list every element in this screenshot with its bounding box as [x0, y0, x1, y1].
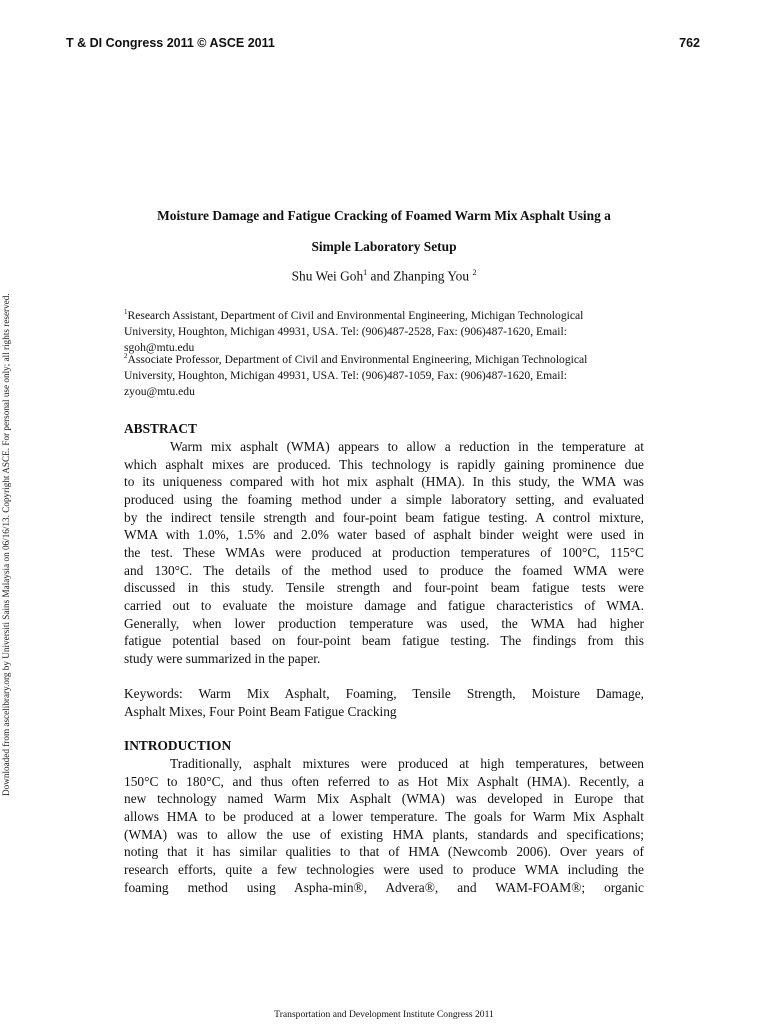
text-line: foaming method using Aspha-min®, Advera®, and WAM-FOAM®; organic [124, 879, 644, 895]
author-name: Zhanping You [393, 268, 473, 284]
text-line: 150°C to 180°C, and thus often referred to as Hot Mix Asphalt (HMA). Recently, a [124, 773, 644, 789]
text-line: study were summarized in the paper. [124, 650, 321, 666]
affiliation-mark: 2 [124, 352, 128, 360]
text-line: (WMA) was to allow the use of existing HMA plants, standards and specifications; [124, 826, 644, 842]
page-footer: Transportation and Development Institute Congress 2011 [274, 1009, 494, 1020]
running-header: T & DI Congress 2011 © ASCE 2011 [66, 36, 275, 50]
keywords [124, 685, 644, 720]
affiliation [124, 348, 644, 400]
text-line: fatigue potential based on four-point beam fatigue testing. The findings from this [124, 633, 644, 649]
paper-title [110, 200, 658, 262]
text-line: Keywords: Warm Mix Asphalt, Foaming, Tensile Strength, Moisture Damage, [124, 686, 644, 701]
introduction-body [124, 755, 644, 896]
text-line: Asphalt Mixes, Four Point Beam Fatigue Cracking [124, 703, 397, 719]
text-line: produced using the foaming method under a simple laboratory setting, and evaluated [124, 491, 644, 507]
text-line: Generally, when lower production temperature was used, the WMA had higher [124, 615, 644, 631]
text-line: Warm mix asphalt (WMA) appears to allow a reduction in the temperature at [170, 439, 644, 454]
affiliation-line: University, Houghton, Michigan 49931, USA. Tel: (906)487-1059, Fax: (906)487-1620, Email: [124, 368, 567, 382]
affiliation-email: zyou@mtu.edu [124, 384, 195, 398]
affiliation-line: $^1$Research Assistant, Department of Civil and Environmental Engineering, Michigan Technological [124, 308, 584, 322]
text-line: research efforts, quite a few technologies were used to produce WMA including the [124, 861, 644, 877]
author-list [110, 268, 658, 284]
text-line: allows HMA to be produced at a lower temperature. The goals for Warm Mix Asphalt [124, 808, 644, 824]
text-line: to its uniqueness compared with hot mix asphalt (HMA). In this study, the WMA was [124, 474, 644, 490]
text-line: which asphalt mixes are produced. This technology is rapidly gaining prominence due [124, 456, 644, 472]
title-line: Moisture Damage and Fatigue Cracking of Foamed Warm Mix Asphalt Using a [157, 208, 611, 223]
author-affiliation-mark: 1 [363, 268, 368, 277]
affiliation-line: $^2$Associate Professor, Department of Civil and Environmental Engineering, Michigan Technological [124, 352, 588, 366]
text-line: carried out to evaluate the moisture damage and fatigue characteristics of WMA. [124, 597, 644, 613]
page-number: 762 [679, 36, 700, 50]
affiliation-email: sgoh@mtu.edu [124, 340, 195, 354]
text-line: by the indirect tensile strength and four-point beam fatigue testing. A control mixture, [124, 509, 644, 525]
affiliation-line: University, Houghton, Michigan 49931, USA. Tel: (906)487-2528, Fax: (906)487-1620, Email: [124, 324, 567, 338]
text-line: discussed in this study. Tensile strength and four-point beam fatigue tests were [124, 580, 644, 596]
author-connector: and [367, 268, 394, 284]
download-notice: Downloaded from ascelibrary.org by Universiti Sains Malaysia on 06/16/13. Copyright ASCE. For personal use only; all rights reserved. [1, 293, 11, 796]
author-affiliation-mark: 2 [472, 268, 477, 277]
title-line: Simple Laboratory Setup [311, 239, 457, 254]
author-name: Shu Wei Goh [291, 268, 364, 284]
text-line: noting that it has similar qualities to that of HMA (Newcomb 2006). Over years of [124, 844, 644, 860]
text-line: and 130°C. The details of the method used to produce the foamed WMA were [124, 562, 644, 578]
text-line: WMA with 1.0%, 1.5% and 2.0% water based of asphalt binder weight were used in [124, 527, 644, 543]
abstract-heading: ABSTRACT [124, 421, 197, 436]
introduction-heading: INTRODUCTION [124, 738, 232, 753]
abstract-body [124, 438, 644, 668]
text-line: Traditionally, asphalt mixtures were produced at high temperatures, between [170, 756, 644, 771]
affiliation-mark: 1 [124, 308, 128, 316]
text-line: the test. These WMAs were produced at production temperatures of 100°C, 115°C [124, 544, 644, 560]
text-line: new technology named Warm Mix Asphalt (WMA) was developed in Europe that [124, 791, 644, 807]
